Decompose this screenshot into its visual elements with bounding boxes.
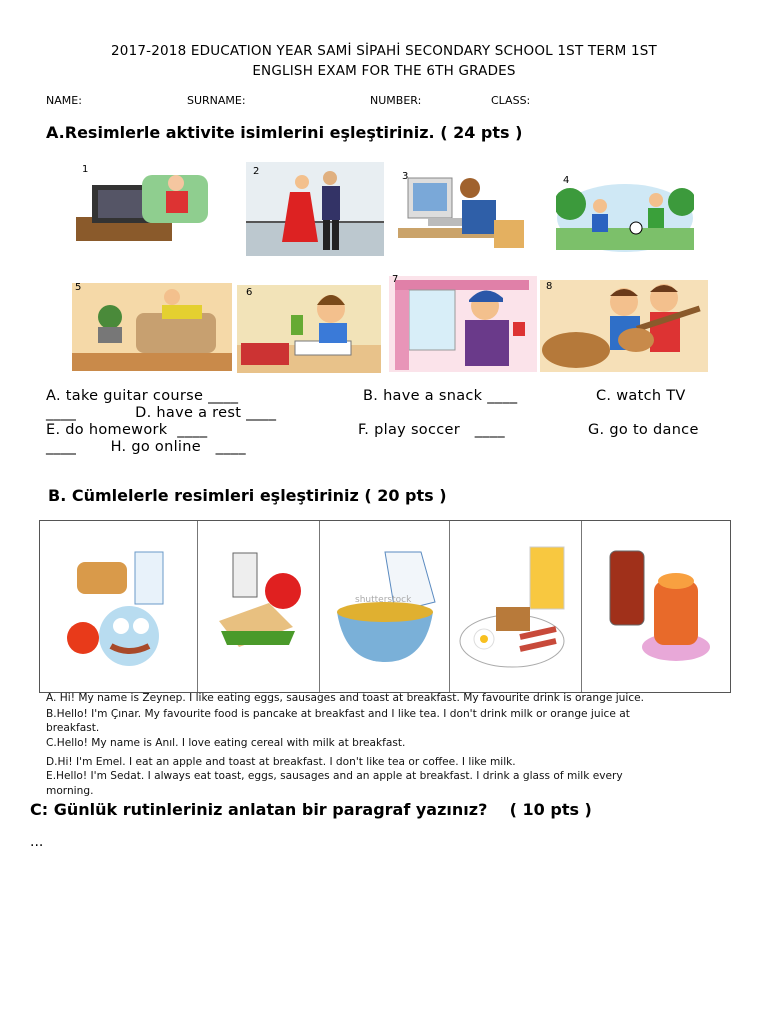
breakfast-picture-2 bbox=[198, 521, 320, 692]
activity-b: B. have a snack ____ bbox=[363, 388, 518, 404]
sentence-c: C.Hello! My name is Anıl. I love eating cereal with milk at breakfast. bbox=[46, 737, 406, 749]
activity-a: A. take guitar course ____ bbox=[46, 388, 239, 404]
sentence-b-continued: breakfast. bbox=[46, 722, 100, 734]
section-b-heading: B. Cümlelerle resimleri eşleştiriniz ( 20 pts ) bbox=[48, 486, 447, 505]
picture-number-7: 7 bbox=[392, 274, 399, 285]
class-label: CLASS: bbox=[491, 94, 531, 107]
activity-h: ____ H. go online ____ bbox=[46, 439, 246, 455]
activity-g: G. go to dance bbox=[588, 422, 699, 438]
sentence-a: A. Hi! My name is Zeynep. I like eating eggs, sausages and toast at breakfast. My favourite drink is orange juice. bbox=[46, 692, 645, 704]
sentence-b: B.Hello! I'm Çınar. My favourite food is pancake at breakfast and I like tea. I don't drink milk or orange juice at bbox=[46, 708, 630, 720]
sentence-d: D.Hi! I'm Emel. I eat an apple and toast at breakfast. I don't like tea or coffee. I like milk. bbox=[46, 756, 516, 768]
picture-go-to-dance bbox=[246, 162, 384, 246]
breakfast-picture-5 bbox=[582, 521, 730, 692]
picture-do-homework bbox=[237, 285, 375, 369]
picture-number-3: 3 bbox=[402, 171, 409, 182]
surname-label: SURNAME: bbox=[187, 94, 246, 107]
exam-title-line2: ENGLISH EXAM FOR THE 6TH GRADES bbox=[252, 63, 516, 79]
picture-number-2: 2 bbox=[253, 166, 260, 177]
exam-title-line1: 2017-2018 EDUCATION YEAR SAMİ SİPAHİ SECONDARY SCHOOL 1ST TERM 1ST bbox=[111, 43, 657, 59]
breakfast-picture-4 bbox=[450, 521, 582, 692]
breakfast-pictures-table bbox=[39, 520, 731, 693]
number-label: NUMBER: bbox=[370, 94, 422, 107]
section-c-heading: C: Günlük rutinleriniz anlatan bir paragraf yazınız? ( 10 pts ) bbox=[30, 800, 592, 819]
shutterstock-watermark: shutterstock bbox=[354, 594, 411, 605]
writing-area[interactable]: ... bbox=[30, 834, 44, 850]
picture-have-a-rest bbox=[72, 283, 210, 367]
picture-watch-tv bbox=[72, 165, 210, 249]
activity-d: ____ D. have a rest ____ bbox=[46, 405, 277, 421]
sentence-e-continued: morning. bbox=[46, 785, 94, 797]
breakfast-picture-3 bbox=[320, 521, 450, 692]
activity-f: F. play soccer ____ bbox=[358, 422, 505, 438]
picture-number-5: 5 bbox=[75, 282, 82, 293]
breakfast-picture-1 bbox=[40, 521, 198, 692]
picture-go-online bbox=[398, 168, 536, 252]
picture-number-8: 8 bbox=[546, 281, 553, 292]
activity-e: E. do homework ____ bbox=[46, 422, 208, 438]
name-label: NAME: bbox=[46, 94, 82, 107]
picture-number-4: 4 bbox=[563, 175, 570, 186]
picture-play-soccer bbox=[556, 178, 694, 262]
picture-number-1: 1 bbox=[82, 164, 89, 175]
picture-take-guitar-course bbox=[540, 280, 678, 364]
activity-c: C. watch TV bbox=[596, 388, 686, 404]
picture-have-a-snack bbox=[389, 276, 527, 360]
sentence-e: E.Hello! I'm Sedat. I always eat toast, eggs, sausages and an apple at breakfast. I drink a glass of milk every bbox=[46, 770, 623, 782]
picture-number-6: 6 bbox=[246, 287, 253, 298]
section-a-heading: A.Resimlerle aktivite isimlerini eşleştiriniz. ( 24 pts ) bbox=[46, 123, 523, 142]
